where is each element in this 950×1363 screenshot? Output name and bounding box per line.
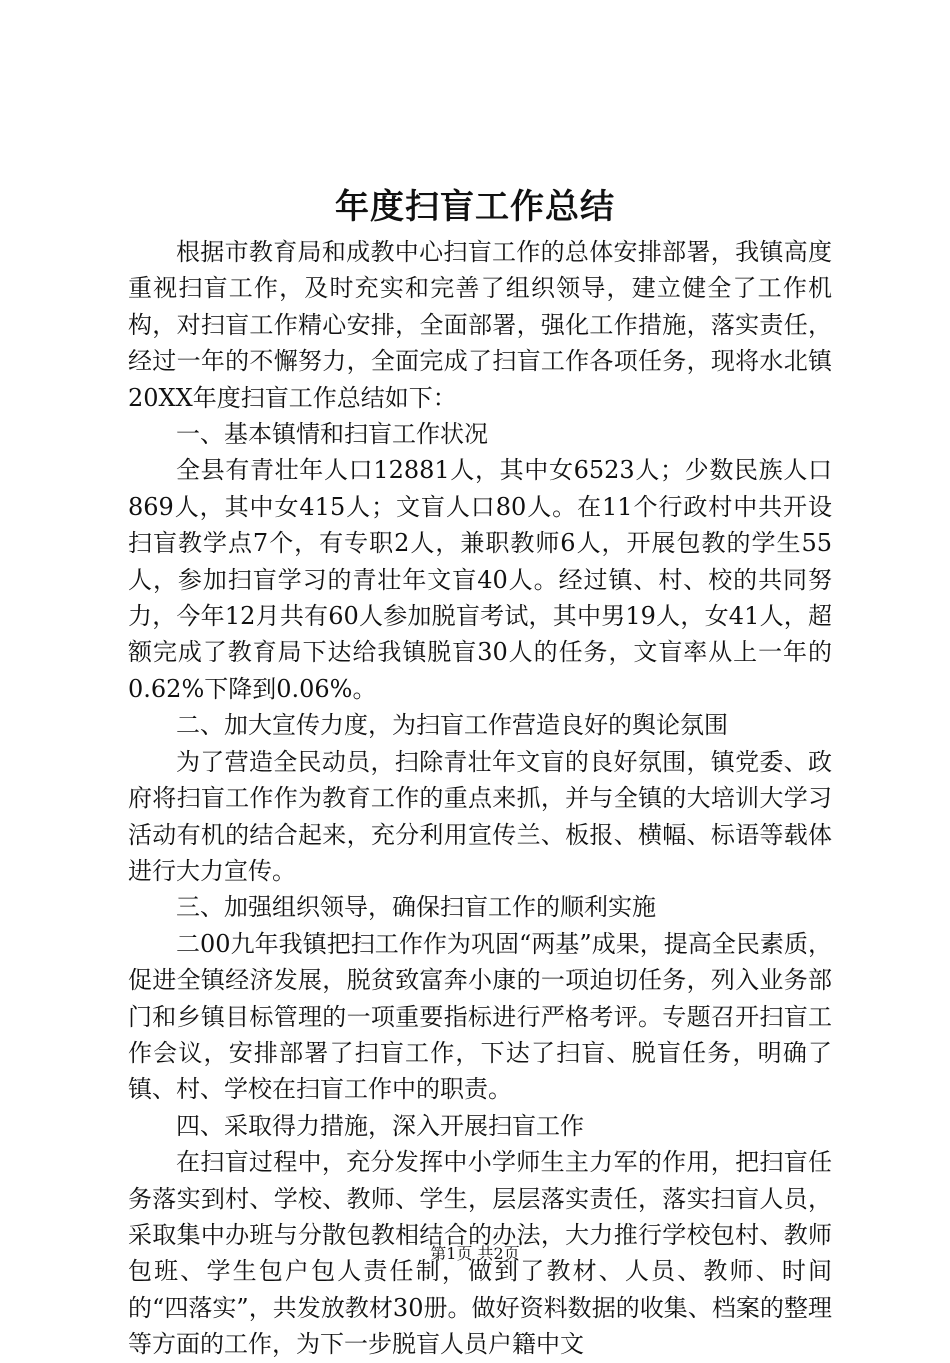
intro-paragraph: 根据市教育局和成教中心扫盲工作的总体安排部署，我镇高度重视扫盲工作，及时充实和完善了组织领导，建立健全了工作机构，对扫盲工作精心安排，全面部署，强化工作措施，落实责任，经过一年的不懈努力，全面完成了扫盲工作各项任务，现将水北镇20XX年度扫盲工作总结如下： [128, 238, 832, 412]
section-paragraph-4: 在扫盲过程中，充分发挥中小学师生主力军的作用，把扫盲任务落实到村、学校、教师、学生，层层落实责任，落实扫盲人员，采取集中办班与分散包教相结合的办法，大力推行学校包村、教师包班、学生包户包人责任制，做到了教材、人员、教师、时间的“四落实”，共发放教材30册。做好资料数据的收集、档案的整理等方面的工作，为下一步脱盲人员户籍中文 [128, 1148, 832, 1359]
section-heading-4: 四、采取得力措施，深入开展扫盲工作 [176, 1111, 584, 1140]
section-paragraph-3: 二00九年我镇把扫工作作为巩固“两基”成果，提高全民素质，促进全镇经济发展，脱贫致富奔小康的一项迫切任务，列入业务部门和乡镇目标管理的一项重要指标进行严格考评。专题召开扫盲工作会议，安排部署了扫盲工作，下达了扫盲、脱盲任务，明确了镇、村、学校在扫盲工作中的职责。 [128, 929, 832, 1104]
document-title: 年度扫盲工作总结 [335, 187, 615, 227]
section-heading-1: 一、基本镇情和扫盲工作状况 [176, 420, 488, 449]
page-footer: 第1页 共2页 [430, 1244, 520, 1263]
section-paragraph-2: 为了营造全民动员，扫除青壮年文盲的良好氛围，镇党委、政府将扫盲工作作为教育工作的重点来抓，并与全镇的大培训大学习活动有机的结合起来，充分利用宣传兰、板报、横幅、标语等载体进行大力宣传。 [128, 747, 832, 885]
section-heading-2: 二、加大宣传力度，为扫盲工作营造良好的舆论氛围 [176, 711, 728, 740]
section-paragraph-1: 全县有青壮年人口12881人，其中女6523人；少数民族人口869人，其中女415人；文盲人口80人。在11个行政村中共开设扫盲教学点7个，有专职2人，兼职教师6人，开展包教的学生55人，参加扫盲学习的青壮年文盲40人。经过镇、村、校的共同努力，今年12月共有60人参加脱盲考试，其中男19人，女41人，超额完成了教育局下达给我镇脱盲30人的任务，文盲率从上一年的0.62%下降到0.06%。 [128, 456, 832, 703]
document-body [128, 234, 832, 1363]
section-heading-3: 三、加强组织领导，确保扫盲工作的顺利实施 [176, 893, 656, 922]
